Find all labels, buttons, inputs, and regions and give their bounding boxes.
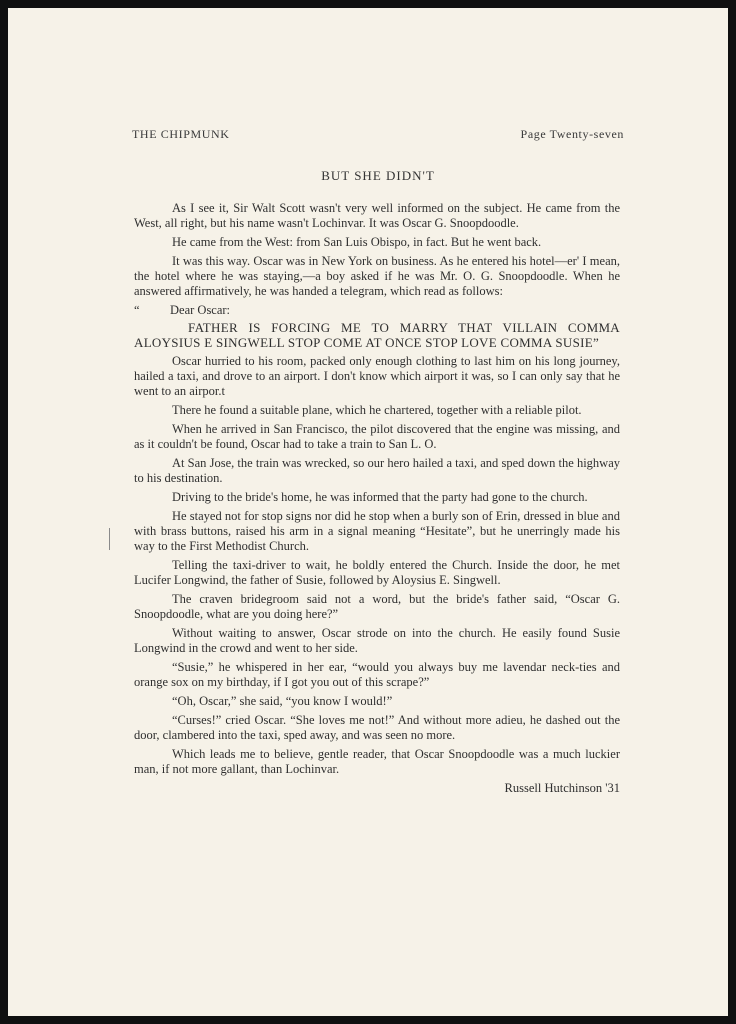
article-title: BUT SHE DIDN'T [321,168,435,183]
paragraph: “Curses!” cried Oscar. “She loves me not!” And without more adieu, he dashed out the door, clambered into the taxi, sped away, and was seen no more. [134,713,620,742]
paragraph: There he found a suitable plane, which he chartered, together with a reliable pilot. [172,403,582,417]
paragraph: Driving to the bride's home, he was informed that the party had gone to the church. [172,490,588,504]
margin-mark [109,528,110,550]
paragraph: He stayed not for stop signs nor did he stop when a burly son of Erin, dressed in blue and with brass buttons, raised his arm in a signal meaning “Hesitate”, but he unerringly made his way to the First Methodist Church. [134,509,620,553]
paragraph: Which leads me to believe, gentle reader, that Oscar Snoopdoodle was a much luckier man, if not more gallant, than Lochinvar. [134,747,620,776]
page-sheet [8,8,728,1016]
paragraph: “Susie,” he whispered in her ear, “would you always buy me lavendar neck-ties and orange sox on my birthday, if I got you out of this scrape?” [134,660,620,689]
telegram-salutation [134,303,620,318]
salutation-text: Dear Oscar: [170,303,231,317]
paragraph: He came from the West: from San Luis Obispo, in fact. But he went back. [172,235,542,249]
paragraph: Without waiting to answer, Oscar strode on into the church. He easily found Susie Longwind in the crowd and went to her side. [134,626,620,655]
article-body [134,201,620,800]
paragraph: As I see it, Sir Walt Scott wasn't very well informed on the subject. He came from the West, all right, but his name wasn't Lochinvar. It was Oscar G. Snoopdoodle. [134,201,620,230]
paragraph: The craven bridegroom said not a word, but the bride's father said, “Oscar G. Snoopdoodle, what are you doing here?” [134,592,620,621]
publication-name: THE CHIPMUNK [132,127,230,141]
paragraph: Oscar hurried to his room, packed only enough clothing to last him on his long journey, hailed a taxi, and drove to an airport. I don't know which airport it was, so I can only say that he went to an airpor.t [134,354,620,398]
author-signature: Russell Hutchinson '31 [504,781,620,795]
telegram-text: FATHER IS FORCING ME TO MARRY THAT VILLAIN COMMA ALOYSIUS E SINGWELL STOP COME AT ONCE STOP LOVE COMMA SUSIE” [134,320,620,350]
paragraph: When he arrived in San Francisco, the pilot discovered that the engine was missing, and as it couldn't be found, Oscar had to take a train to San L. O. [134,422,620,451]
paragraph: It was this way. Oscar was in New York on business. As he entered his hotel—er' I mean, the hotel where he was staying,—a boy asked if he was Mr. O. G. Snoopdoodle. When he answered affirmatively, he was handed a telegram, which read as follows: [134,254,620,298]
paragraph: “Oh, Oscar,” she said, “you know I would!” [172,694,393,708]
open-quote: “ [134,303,140,317]
page-number: Page Twenty-seven [520,127,624,141]
paragraph: At San Jose, the train was wrecked, so our hero hailed a taxi, and sped down the highway to his destination. [134,456,620,485]
paragraph: Telling the taxi-driver to wait, he boldly entered the Church. Inside the door, he met Lucifer Longwind, the father of Susie, followed by Aloysius E. Singwell. [134,558,620,587]
